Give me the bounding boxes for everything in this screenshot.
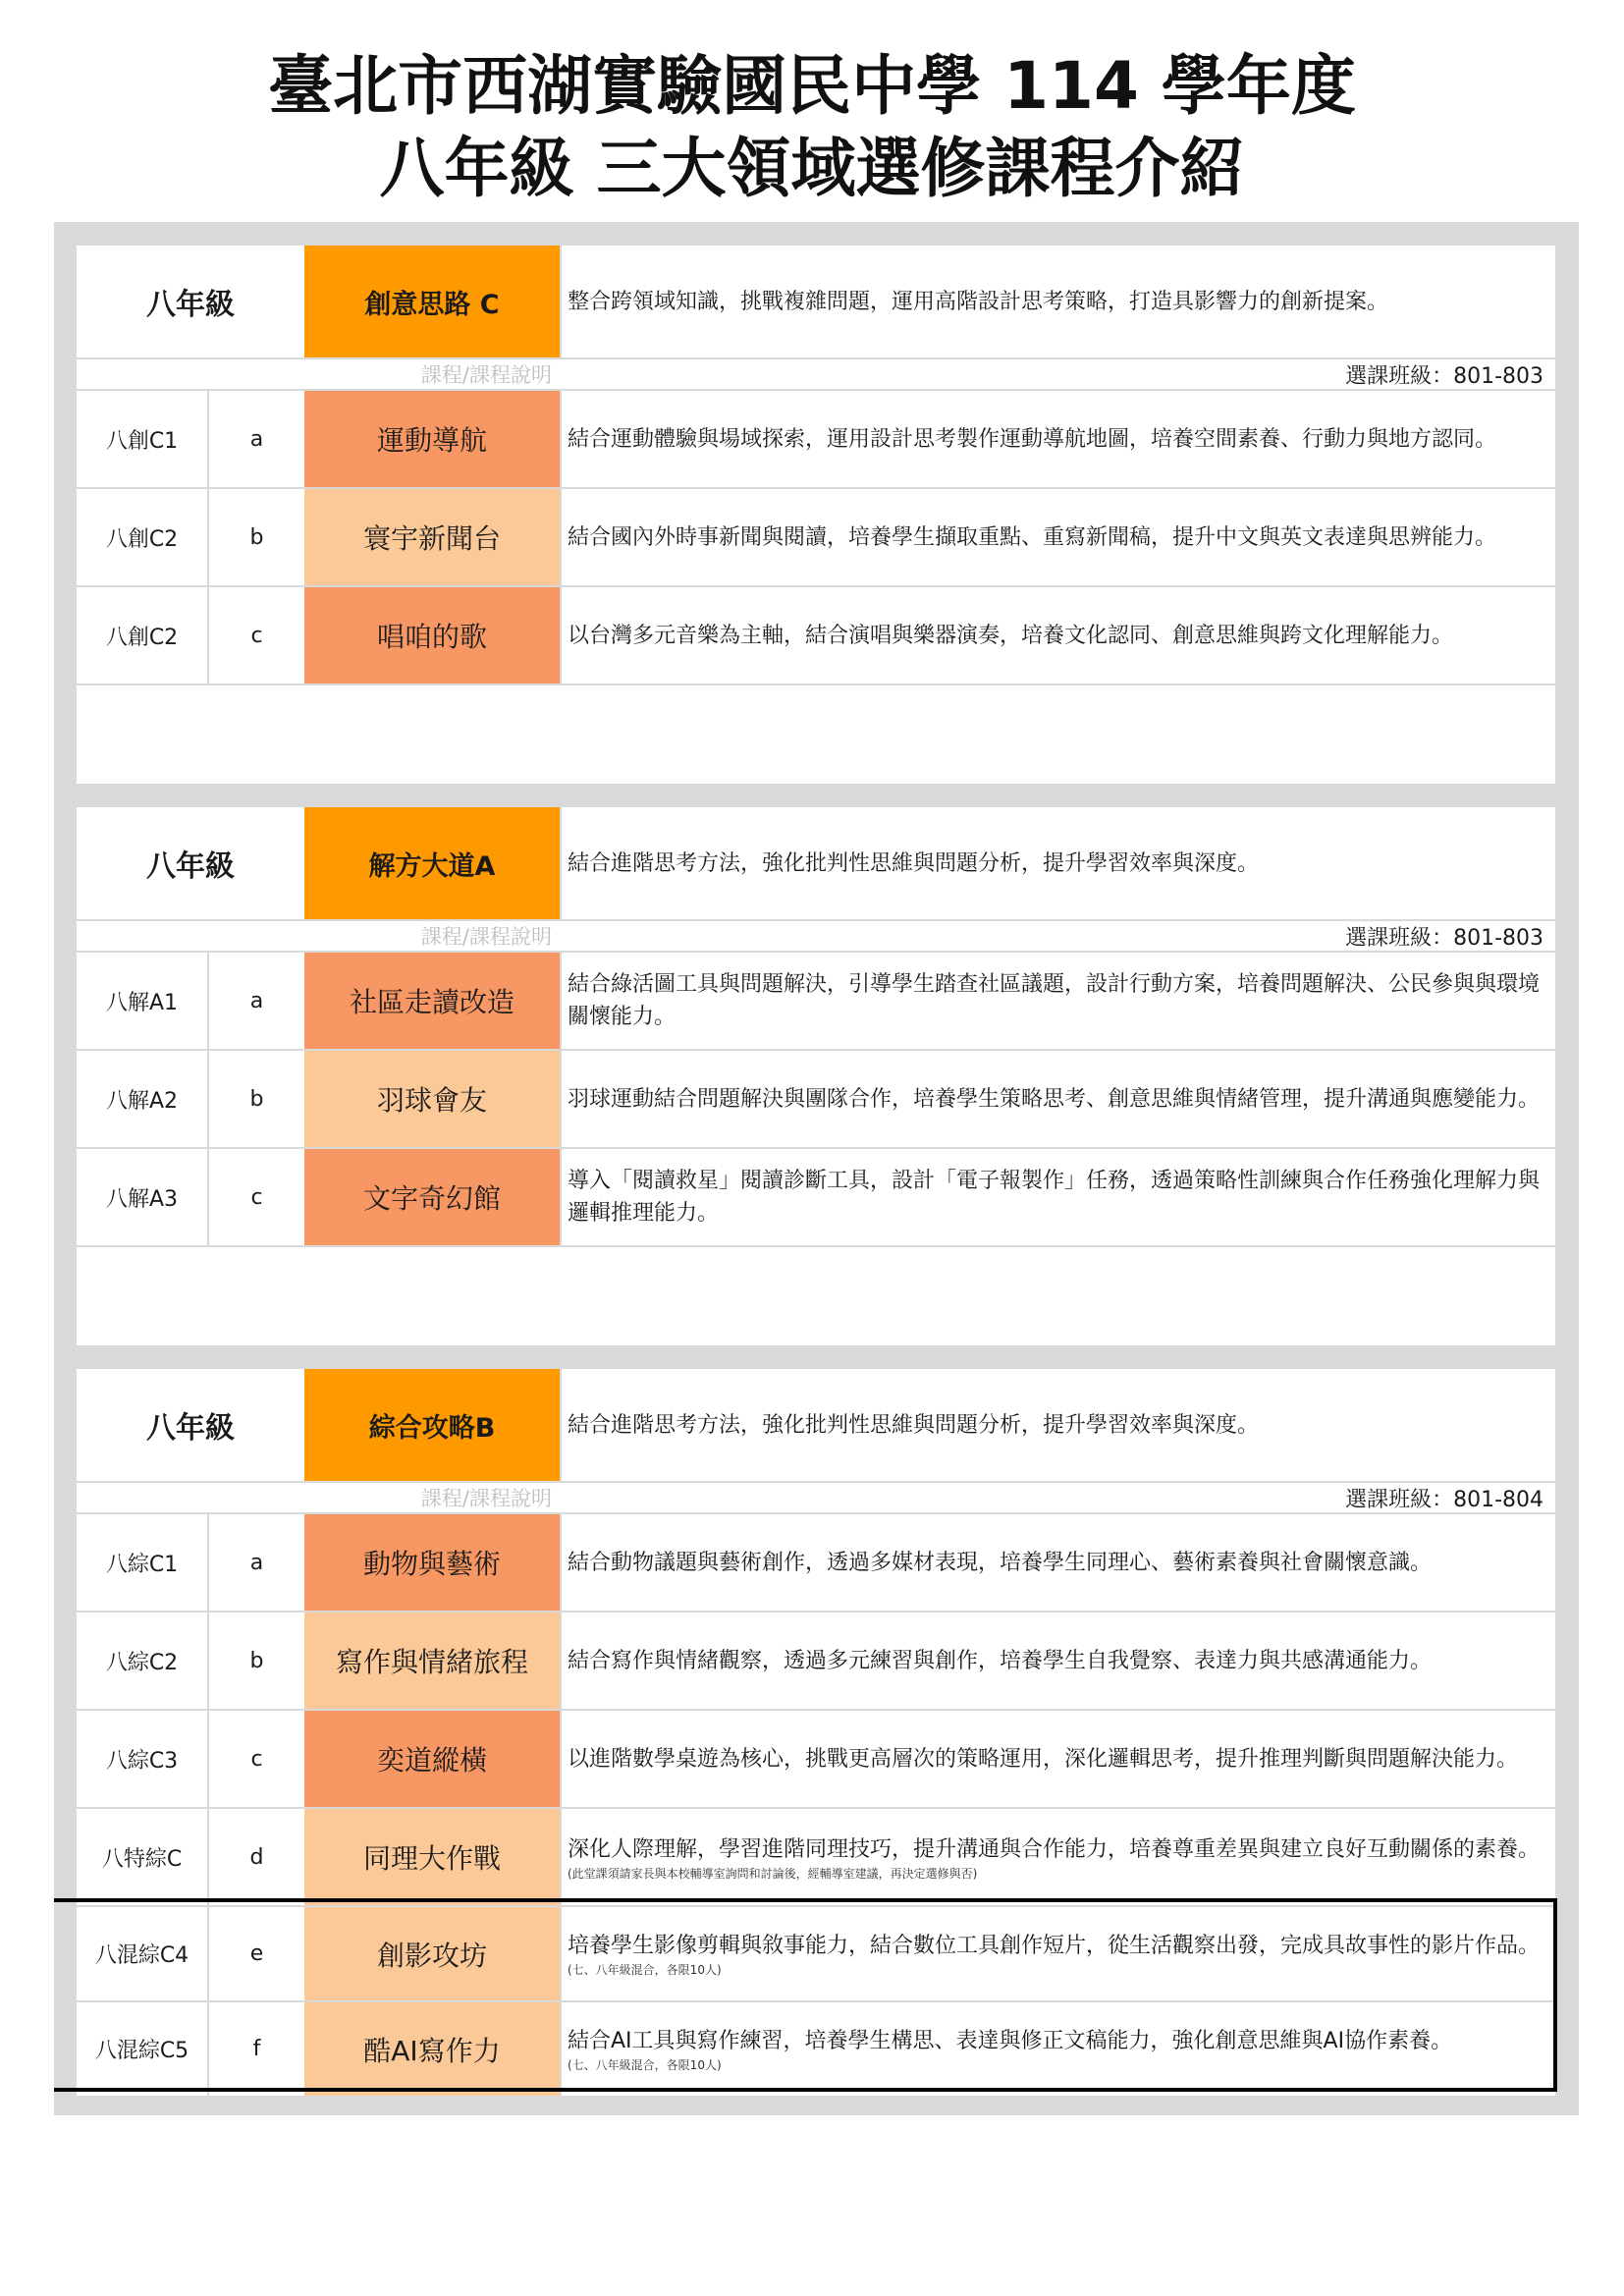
course-label: 課程/課程說明 bbox=[420, 925, 552, 949]
section-description: 整合跨領域知識，挑戰複雜問題，運用高階設計思考策略，打造具影響力的創新提案。 bbox=[560, 246, 1555, 357]
course-description: 結合寫作與情緒觀察，透過多元練習與創作，培養學生自我覺察、表達力與共感溝通能力。 bbox=[560, 1613, 1555, 1709]
course-code: 八混綜C4 bbox=[77, 1907, 209, 2000]
course-row bbox=[77, 1709, 1555, 1807]
course-code: 八綜C2 bbox=[77, 1613, 209, 1709]
course-letter: e bbox=[249, 1941, 264, 1966]
course-description: 結合動物議題與藝術創作，透過多媒材表現，培養學生同理心、藝術素養與社會關懷意識。 bbox=[560, 1514, 1555, 1611]
course-name: 酷AI寫作力 bbox=[304, 2002, 560, 2096]
course-row bbox=[77, 1512, 1555, 1611]
course-letter: b bbox=[249, 524, 264, 550]
course-name: 動物與藝術 bbox=[304, 1514, 560, 1611]
section-panel-creative bbox=[77, 246, 1555, 784]
course-description: 羽球運動結合問題解決與團隊合作，培養學生策略思考、創意思維與情緒管理，提升溝通與應變能力。 bbox=[560, 1051, 1555, 1147]
course-row bbox=[77, 2000, 1555, 2096]
course-code: 八創C2 bbox=[77, 489, 209, 585]
course-description-block bbox=[560, 1907, 1555, 2000]
course-letter: c bbox=[250, 1746, 263, 1772]
course-name: 寫作與情緒旅程 bbox=[304, 1613, 560, 1709]
grade-label: 八年級 bbox=[146, 1411, 235, 1446]
course-letter: b bbox=[249, 1086, 264, 1112]
course-description: 導入「閱讀救星」閱讀診斷工具，設計「電子報製作」任務，透過策略性訓練與合作任務強化理解力與邏輯推理能力。 bbox=[560, 1149, 1555, 1245]
course-row bbox=[77, 951, 1555, 1049]
course-name: 奕道縱橫 bbox=[304, 1711, 560, 1807]
section-name: 綜合攻略B bbox=[304, 1369, 560, 1481]
course-letter: d bbox=[249, 1844, 264, 1870]
course-row bbox=[77, 1147, 1555, 1245]
section-description: 結合進階思考方法，強化批判性思維與問題分析，提升學習效率與深度。 bbox=[560, 1369, 1555, 1481]
course-letter: c bbox=[250, 1184, 263, 1210]
section-header-row bbox=[77, 807, 1555, 919]
class-range: 選課班級：801-803 bbox=[1345, 925, 1543, 951]
course-code: 八解A3 bbox=[77, 1149, 209, 1245]
course-name: 唱咱的歌 bbox=[304, 587, 560, 683]
course-code: 八創C1 bbox=[77, 391, 209, 487]
course-name: 社區走讀改造 bbox=[304, 953, 560, 1049]
sub-header-row bbox=[77, 357, 1555, 389]
course-code: 八綜C1 bbox=[77, 1514, 209, 1611]
course-name: 運動導航 bbox=[304, 391, 560, 487]
course-description: 深化人際理解，學習進階同理技巧，提升溝通與合作能力，培養尊重差異與建立良好互動關係的素養。 bbox=[568, 1836, 1541, 1862]
course-description-block bbox=[560, 1809, 1555, 1905]
grade-label: 八年級 bbox=[146, 849, 235, 884]
course-code: 八解A2 bbox=[77, 1051, 209, 1147]
course-name: 同理大作戰 bbox=[304, 1809, 560, 1905]
course-letter: b bbox=[249, 1648, 264, 1673]
course-row bbox=[77, 487, 1555, 585]
section-header-row bbox=[77, 1369, 1555, 1481]
course-row bbox=[77, 1807, 1555, 1905]
course-description: 培養學生影像剪輯與敘事能力，結合數位工具創作短片，從生活觀察出發，完成具故事性的影片作品。 bbox=[568, 1934, 1541, 1958]
course-name: 創影攻坊 bbox=[304, 1907, 560, 2000]
course-description: 結合AI工具與寫作練習，培養學生構思、表達與修正文稿能力，強化創意思維與AI協作素養。 bbox=[568, 2029, 1453, 2053]
course-letter: a bbox=[249, 426, 264, 452]
section-panel-integrated bbox=[77, 1369, 1555, 2096]
course-code: 八混綜C5 bbox=[77, 2002, 209, 2096]
section-name: 創意思路 C bbox=[304, 246, 560, 357]
course-description: 結合運動體驗與場域探索，運用設計思考製作運動導航地圖，培養空間素養、行動力與地方認同。 bbox=[560, 391, 1555, 487]
page-title-line2: 八年級 三大領域選修課程介紹 bbox=[379, 131, 1245, 206]
sub-header-row bbox=[77, 1481, 1555, 1512]
course-description: 以台灣多元音樂為主軸，結合演唱與樂器演奏，培養文化認同、創意思維與跨文化理解能力。 bbox=[560, 587, 1555, 683]
course-name: 寰宇新聞台 bbox=[304, 489, 560, 585]
course-letter: a bbox=[249, 988, 264, 1013]
course-note: (七、八年級混合，各限10人) bbox=[568, 2058, 722, 2072]
course-letter: f bbox=[252, 2037, 261, 2061]
course-description: 以進階數學桌遊為核心，挑戰更高層次的策略運用，深化邏輯思考，提升推理判斷與問題解決能力。 bbox=[560, 1711, 1555, 1807]
empty-row bbox=[77, 683, 1555, 784]
course-letter: c bbox=[250, 623, 263, 648]
course-code: 八特綜C bbox=[77, 1809, 209, 1905]
course-description: 結合綠活圖工具與問題解決，引導學生踏查社區議題，設計行動方案，培養問題解決、公民參與與環境關懷能力。 bbox=[560, 953, 1555, 1049]
course-code: 八解A1 bbox=[77, 953, 209, 1049]
course-letter: a bbox=[249, 1550, 264, 1575]
course-label: 課程/課程說明 bbox=[420, 1487, 552, 1510]
course-label: 課程/課程說明 bbox=[420, 363, 552, 387]
course-row bbox=[77, 1905, 1555, 2000]
page-title-line1: 臺北市西湖實驗國民中學 114 學年度 bbox=[268, 48, 1356, 124]
course-description: 結合國內外時事新聞與閱讀，培養學生擷取重點、重寫新聞稿，提升中文與英文表達與思辨能力。 bbox=[560, 489, 1555, 585]
empty-row bbox=[77, 1245, 1555, 1345]
section-name: 解方大道A bbox=[304, 807, 560, 919]
section-description: 結合進階思考方法，強化批判性思維與問題分析，提升學習效率與深度。 bbox=[560, 807, 1555, 919]
course-note: (七、八年級混合，各限10人) bbox=[568, 1963, 722, 1977]
course-row bbox=[77, 585, 1555, 683]
course-row bbox=[77, 1049, 1555, 1147]
course-description-block bbox=[560, 2002, 1555, 2096]
course-row bbox=[77, 389, 1555, 487]
course-row bbox=[77, 1611, 1555, 1709]
course-note: (此堂課須請家長與本校輔導室詢問和討論後，經輔導室建議，再決定選修與否) bbox=[568, 1866, 978, 1881]
course-name: 文字奇幻館 bbox=[304, 1149, 560, 1245]
grade-label: 八年級 bbox=[146, 288, 235, 322]
course-name: 羽球會友 bbox=[304, 1051, 560, 1147]
course-code: 八綜C3 bbox=[77, 1711, 209, 1807]
class-range: 選課班級：801-803 bbox=[1345, 363, 1543, 389]
class-range: 選課班級：801-804 bbox=[1345, 1487, 1543, 1512]
course-code: 八創C2 bbox=[77, 587, 209, 683]
section-header-row bbox=[77, 246, 1555, 357]
sub-header-row bbox=[77, 919, 1555, 951]
section-panel-solution bbox=[77, 807, 1555, 1345]
